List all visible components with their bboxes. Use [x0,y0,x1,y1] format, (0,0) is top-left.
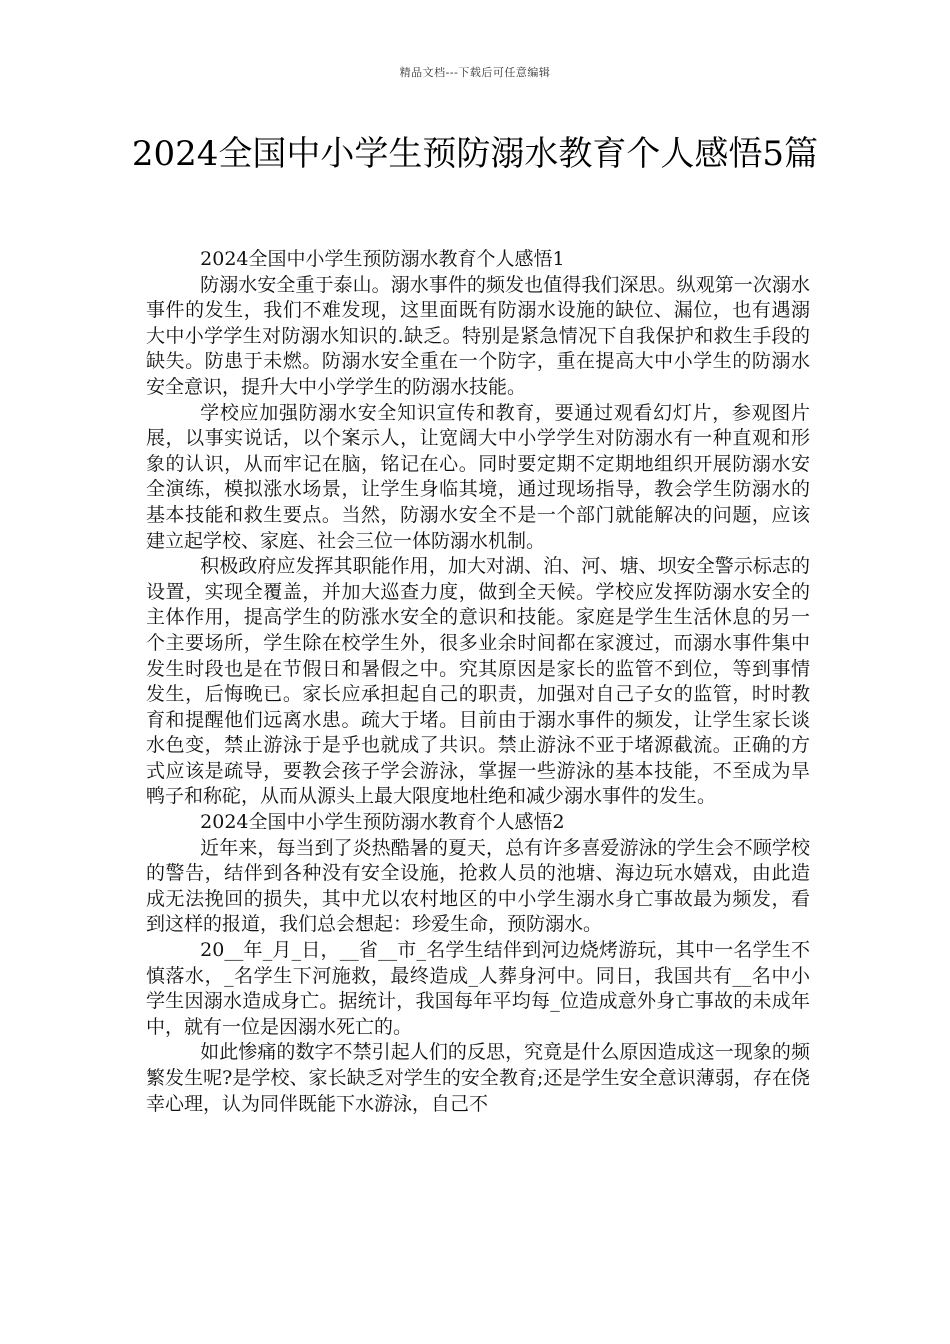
paragraph: 20__年_月_日，__省__市_名学生结伴到河边烧烤游玩，其中一名学生不慎落水，_名学生下河施救，最终造成_人葬身河中。同日，我国共有__名中小学生因溺水造成身亡。据统计，我国每年平均每_位造成意外身亡事故的未成年中，就有一位是因溺水死亡的。 [146,939,810,1038]
document-title: 2024全国中小学生预防溺水教育个人感悟5篇 [131,134,819,174]
paragraph: 积极政府应发挥其职能作用，加大对湖、泊、河、塘、坝安全警示标志的设置，实现全覆盖，并加大巡查力度，做到全天候。学校应发挥防溺水安全的主体作用，提高学生的防涨水安全的意识和技能。家庭是学生生活休息的另一个主要场所，学生除在校学生外，很多业余时间都在家渡过，而溺水事件集中发生时段也是在节假日和暑假之中。究其原因是家长的监管不到位，等到事情发生，后悔晚已。家长应承担起自己的职责，加强对自己子女的监管，时时教育和提醒他们远离水患。疏大于堵。目前由于溺水事件的频发，让学生家长谈水色变，禁止游泳于是乎也就成了共识。禁止游泳不亚于堵源截流。正确的方式应该是疏导，要教会孩子学会游泳，掌握一些游泳的基本技能，不至成为旱鸭子和称砣，从而从源头上最大限度地杜绝和减少溺水事件的发生。 [146,555,810,808]
section-heading: 2024全国中小学生预防溺水教育个人感悟2 [200,811,565,834]
paragraph: 如此惨痛的数字不禁引起人们的反思，究竟是什么原因造成这一现象的频繁发生呢?是学校、家长缺乏对学生的安全教育;还是学生安全意识薄弱，存在侥幸心理，认为同伴既能下水游泳，自己不 [146,1041,810,1115]
header-note: 精品文档---下载后可任意编辑 [399,66,551,79]
section-heading: 2024全国中小学生预防溺水教育个人感悟1 [200,248,565,270]
paragraph: 防溺水安全重于泰山。溺水事件的频发也值得我们深思。纵观第一次溺水事件的发生，我们不难发现，这里面既有防溺水设施的缺位、漏位，也有遇溺大中小学学生对防溺水知识的.缺乏。特别是紧急情况下自我保护和救生手段的缺失。防患于未燃。防溺水安全重在一个防字，重在提高大中小学生的防溺水安全意识，提升大中小学学生的防溺水技能。 [146,273,810,398]
document-body [146,247,810,1117]
paragraph: 近年来，每当到了炎热酷暑的夏天，总有许多喜爱游泳的学生会不顾学校的警告，结伴到各种没有安全设施，抢救人员的池塘、海边玩水嬉戏，由此造成无法挽回的损失，其中尤以农村地区的中小学生溺水身亡事故最为频发，看到这样的报道，我们总会想起：珍爱生命，预防溺水。 [146,836,810,936]
paragraph: 学校应加强防溺水安全知识宣传和教育，要通过观看幻灯片，参观图片展，以事实说话，以个案示人，让宽阔大中小学学生对防溺水有一种直观和形象的认识，从而牢记在脑，铭记在心。同时要定期不定期地组织开展防溺水安全演练，模拟涨水场景，让学生身临其境，通过现场指导，教会学生防溺水的基本技能和救生要点。当然，防溺水安全不是一个部门就能解决的问题，应该建立起学校、家庭、社会三位一体防溺水机制。 [146,401,810,552]
